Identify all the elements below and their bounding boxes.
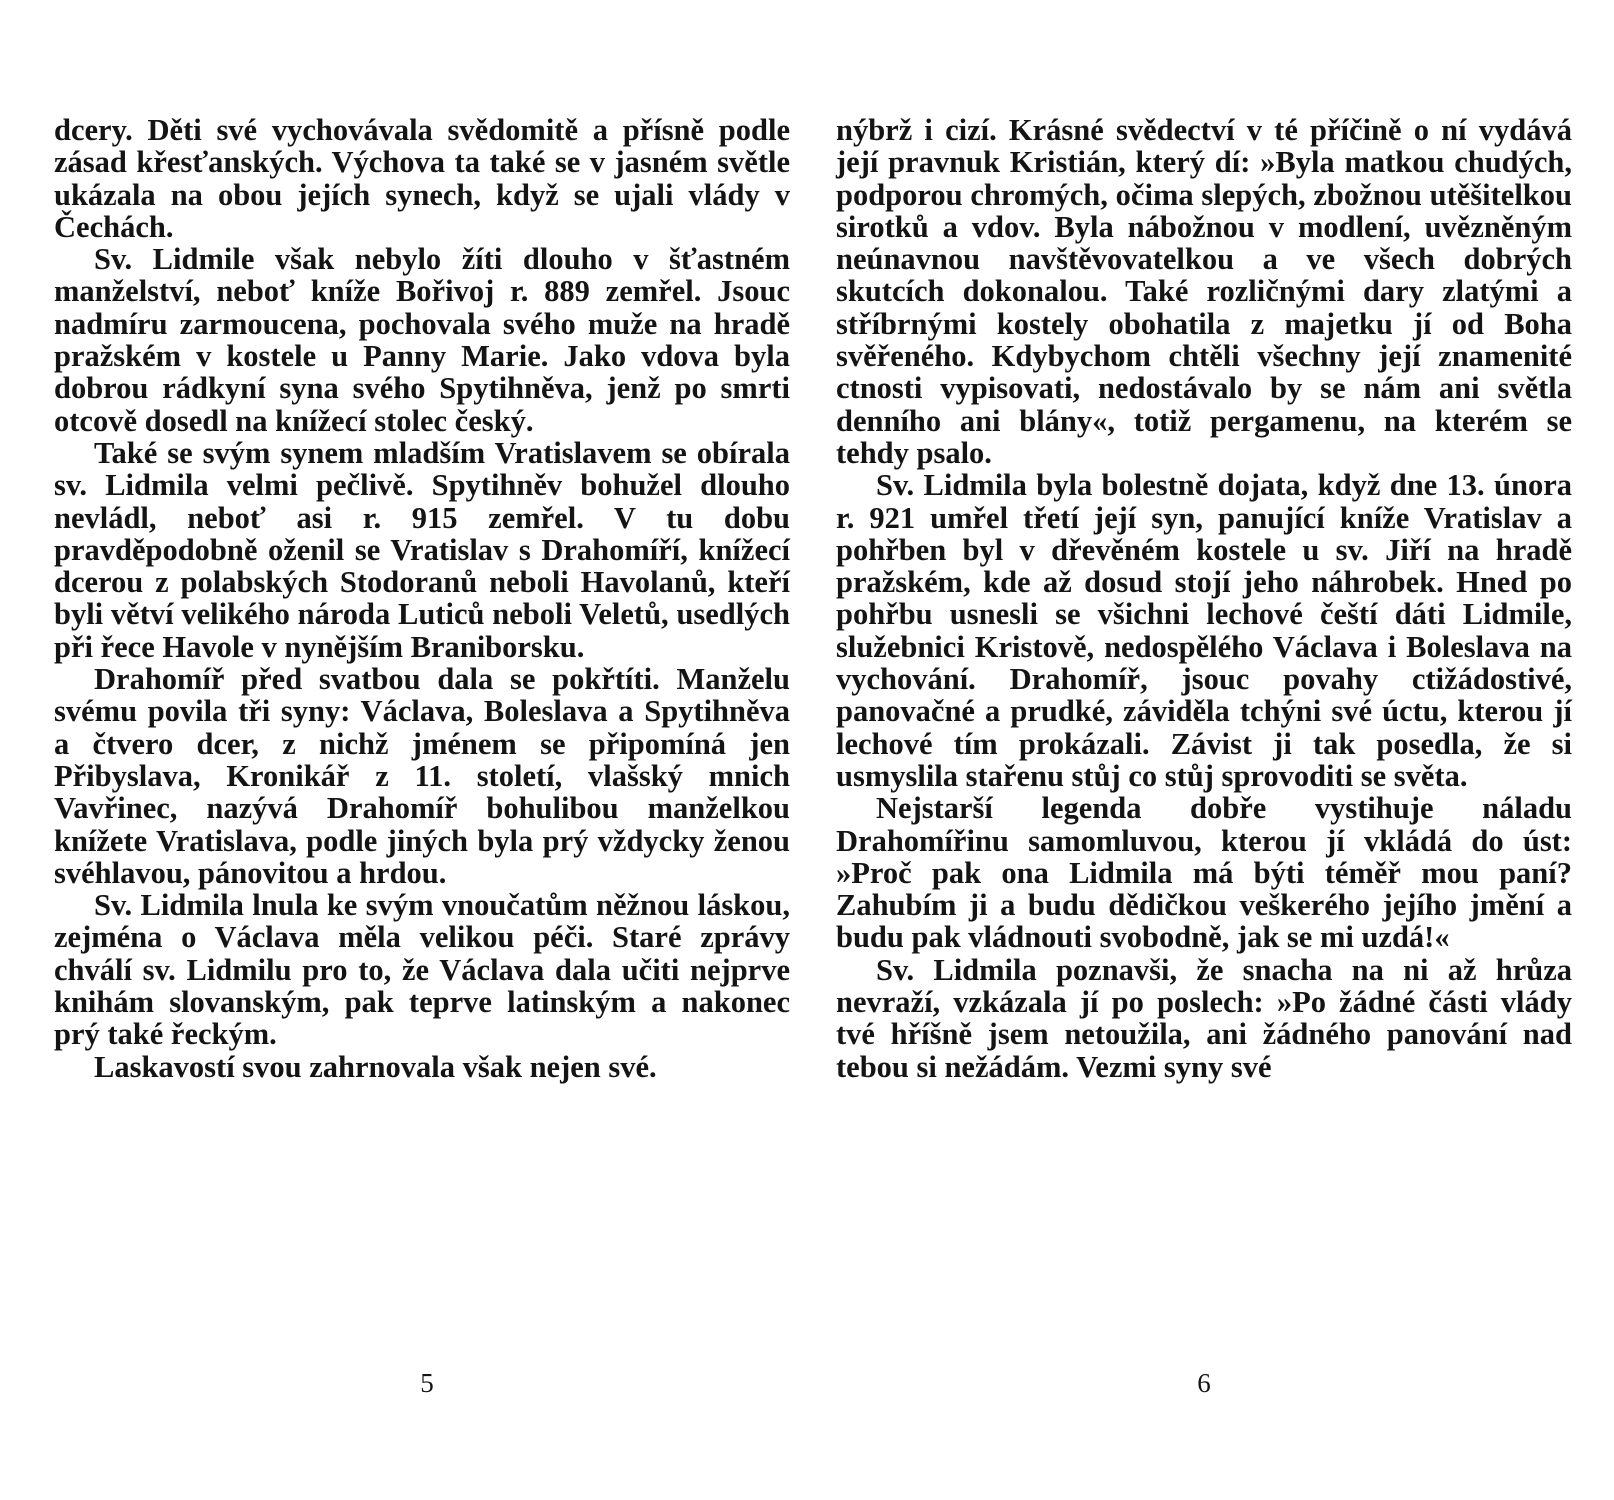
paragraph: Také se svým synem mladším Vratislavem se obírala sv. Lidmila velmi pečlivě. Spytihněv bohužel dlouho nevládl, neboť asi r. 915 zemřel. V tu dobu pravděpodobně oženil se Vratislav s Drahomíří, knížecí dcerou z polabských Stodoranů neboli Havolanů, kteří byli větví velikého národa Luticů neboli Veletů, usedlých při řece Havole v nynějším Braniborsku. <box>54 435 790 664</box>
paragraph: Sv. Lidmila lnula ke svým vnoučatům něžnou láskou, zejména o Václava měla velikou péči. Staré zprávy chválí sv. Lidmilu pro to, že Václava dala učiti nejprve knihám slovanským, pak teprve latinským a nakonec prý také řeckým. <box>54 888 790 1052</box>
page-number-right: 6 <box>1197 1368 1211 1398</box>
paragraph: Laskavostí svou zahrnovala však nejen své. <box>94 1049 657 1084</box>
paragraph: dcery. Děti své vychovávala svědomitě a přísně podle zásad křesťanských. Výchova ta také se v jasném světle ukázala na obou jejích synech, když se ujali vlády v Čechách. <box>54 113 790 244</box>
page-number-left: 5 <box>420 1368 434 1398</box>
paragraph: Sv. Lidmila poznavši, že snacha na ni až hrůza nevraží, vzkázala jí po poslech: »Po žádné části vlády tvé hříšně jsem netoužila, ani žádného panování nad tebou si nežádám. Vezmi syny své <box>836 952 1572 1084</box>
paragraph: Sv. Lidmile však nebylo žíti dlouho v šťastném manželství, neboť kníže Bořivoj r. 889 zemřel. Jsouc nadmíru zarmoucena, pochovala svého muže na hradě pražském v kostele u Panny Marie. Jako vdova byla dobrou rádkyní syna svého Spytihněva, jenž po smrti otcově dosedl na knížecí stolec český. <box>54 242 790 438</box>
paragraph: nýbrž i cizí. Krásné svědectví v té příčině o ní vydává její pravnuk Kristián, který dí: »Byla matkou chudých, podporou chromých, očima slepých, zbožnou utěšitelkou sirotků a vdov. Byla nábožnou v modlení, uvězněným neúnavnou navštěvovatelkou a ve všech dobrých skutcích dokonalou. Také rozličnými dary zlatými a stříbrnými kostely obohatila z majetku jí od Boha svěřeného. Kdybychom chtěli všechny její znamenité ctnosti vypisovati, nedostávalo by se nám ani světla denního ani blány«, totiž pergamenu, na kterém se tehdy psalo. <box>836 113 1572 470</box>
paragraph: Nejstarší legenda dobře vystihuje náladu Drahomířinu samomluvou, kterou jí vkládá do úst: »Proč pak ona Lidmila má býti téměř mou paní? Zahubím ji a budu dědičkou veškerého jejího jmění a budu pak vládnouti svobodně, jak se mi uzdá!« <box>836 791 1572 955</box>
left-page <box>54 114 790 1083</box>
paragraph: Drahomíř před svatbou dala se pokřtíti. Manželu svému povila tři syny: Václava, Boleslava a Spytihněva a čtvero dcer, z nichž jménem se připomíná jen Přibyslava, Kronikář z 11. století, vlašský mnich Vavřinec, nazývá Drahomíř bohulibou manželkou knížete Vratislava, podle jiných byla prý vždycky ženou svéhlavou, pánovitou a hrdou. <box>54 662 790 890</box>
paragraph: Sv. Lidmila byla bolestně dojata, když dne 13. února r. 921 umřel třetí její syn, panující kníže Vratislav a pohřben byl v dřevěném kostele u sv. Jiří na hradě pražském, kde až dosud stojí jeho náhrobek. Hned po pohřbu usnesli se všichni lechové čeští dáti Lidmile, služebnici Kristově, nedospělého Václava i Boleslava na vychování. Drahomíř, jsouc povahy ctižádostivé, panovačné a prudké, záviděla tchýni své úctu, kterou jí lechové tím prokázali. Závist ji tak posedla, že si usmyslila stařenu stůj co stůj sprovoditi se světa. <box>836 468 1572 793</box>
right-page <box>836 114 1572 1083</box>
